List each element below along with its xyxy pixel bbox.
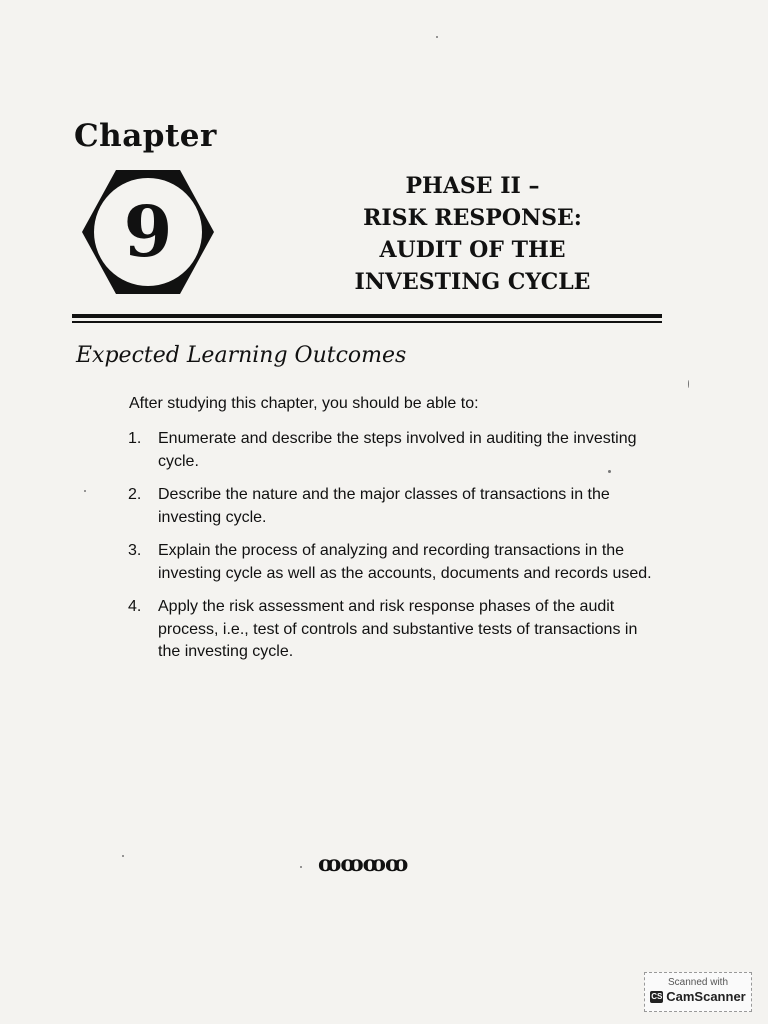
title-line-4: INVESTING CYCLE xyxy=(354,269,591,295)
list-item-number: 3. xyxy=(128,542,142,559)
chapter-number-badge xyxy=(80,166,216,298)
title-line-2: RISK RESPONSE: xyxy=(363,205,582,231)
divider-thin xyxy=(72,321,662,323)
scan-speck xyxy=(608,470,611,473)
list-item-text: Describe the nature and the major classes of transactions in the investing cycle. xyxy=(158,486,610,526)
title-line-1: PHASE II – xyxy=(405,173,540,199)
camscanner-logo-icon: CS xyxy=(651,991,663,1001)
scan-speck xyxy=(122,855,124,857)
outcomes-list xyxy=(128,428,663,675)
list-item xyxy=(128,596,663,664)
list-item xyxy=(128,540,663,585)
scan-speck xyxy=(436,36,438,38)
camscanner-watermark xyxy=(644,972,752,1012)
camscanner-name: CamScanner xyxy=(666,989,746,1004)
list-item-text: Apply the risk assessment and risk response phases of the audit process, i.e., test of controls and substantive tests of transactions in the investing cycle. xyxy=(158,598,638,660)
list-item-number: 1. xyxy=(128,430,142,447)
camscanner-brand xyxy=(645,989,751,1004)
list-item-text: Enumerate and describe the steps involved in auditing the investing cycle. xyxy=(158,430,637,470)
scan-speck xyxy=(300,866,302,868)
list-item-number: 4. xyxy=(128,598,142,615)
scanned-with-label: Scanned with xyxy=(667,977,729,988)
list-item-number: 2. xyxy=(128,486,142,503)
title-line-3: AUDIT OF THE xyxy=(379,237,566,263)
ornament-divider: ꝏꝏꝏꝏ xyxy=(318,851,408,877)
divider-thick xyxy=(72,314,662,318)
list-item xyxy=(128,428,663,473)
chapter-label: Chapter xyxy=(74,118,217,154)
list-item-text: Explain the process of analyzing and recording transactions in the investing cycle as well as the accounts, documents and records used. xyxy=(158,542,652,582)
scan-speck xyxy=(688,380,689,388)
scan-speck xyxy=(84,490,86,492)
chapter-number: 9 xyxy=(123,190,173,273)
section-heading: Expected Learning Outcomes xyxy=(76,343,407,368)
list-item xyxy=(128,484,663,529)
intro-text: After studying this chapter, you should be able to: xyxy=(129,395,479,412)
chapter-title xyxy=(300,170,645,298)
